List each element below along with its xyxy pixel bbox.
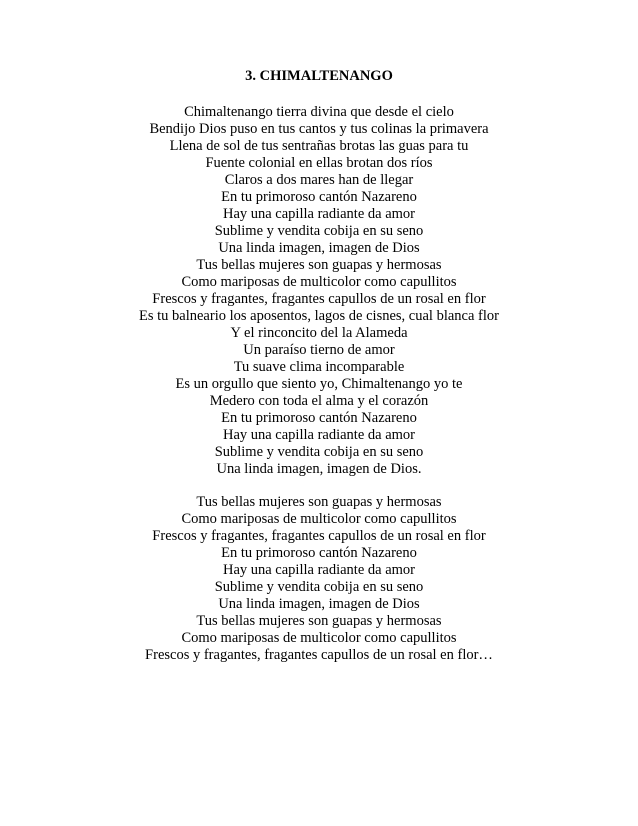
- poem-line: Hay una capilla radiante da amor: [222, 562, 416, 578]
- poem-line: Sublime y vendita cobija en su seno: [214, 223, 424, 239]
- poem-line: Frescos y fragantes, fragantes capullos de un rosal en flor…: [145, 647, 493, 663]
- poem-line: Como mariposas de multicolor como capullitos: [181, 630, 457, 646]
- poem-line: Tus bellas mujeres son guapas y hermosas: [196, 257, 442, 273]
- poem-line: Como mariposas de multicolor como capullitos: [181, 274, 457, 290]
- poem-line: Frescos y fragantes, fragantes capullos de un rosal en flor: [152, 291, 486, 307]
- poem-line: Hay una capilla radiante da amor: [222, 427, 416, 443]
- poem-line: Chimaltenango tierra divina que desde el cielo: [184, 104, 454, 120]
- poem-line: Tus bellas mujeres son guapas y hermosas: [196, 494, 442, 510]
- poem-line: Frescos y fragantes, fragantes capullos de un rosal en flor: [152, 528, 486, 544]
- page-title: 3. CHIMALTENANGO: [245, 68, 393, 84]
- poem-line: Una linda imagen, imagen de Dios.: [216, 461, 422, 477]
- poem-line: Es un orgullo que siento yo, Chimaltenango yo te: [175, 376, 463, 392]
- poem-line: Fuente colonial en ellas brotan dos ríos: [205, 155, 433, 171]
- poem-line: Una linda imagen, imagen de Dios: [218, 596, 420, 612]
- poem-line: Llena de sol de tus sentrañas brotas las guas para tu: [169, 138, 469, 154]
- stanza-2: [0, 494, 638, 664]
- poem-line: Una linda imagen, imagen de Dios: [218, 240, 420, 256]
- poem-line: Tus bellas mujeres son guapas y hermosas: [196, 613, 442, 629]
- stanza-1: [0, 104, 638, 478]
- poem-line: Bendijo Dios puso en tus cantos y tus colinas la primavera: [149, 121, 489, 137]
- poem-line: En tu primoroso cantón Nazareno: [221, 410, 417, 426]
- poem-line: Y el rinconcito del la Alameda: [230, 325, 408, 341]
- poem-line: Un paraíso tierno de amor: [243, 342, 395, 358]
- poem-line: Medero con toda el alma y el corazón: [209, 393, 429, 409]
- poem-line: Sublime y vendita cobija en su seno: [214, 444, 424, 460]
- poem-line: Como mariposas de multicolor como capullitos: [181, 511, 457, 527]
- poem-line: Hay una capilla radiante da amor: [222, 206, 416, 222]
- poem-line: Tu suave clima incomparable: [233, 359, 405, 375]
- poem-line: Claros a dos mares han de llegar: [224, 172, 414, 188]
- poem-line: Sublime y vendita cobija en su seno: [214, 579, 424, 595]
- poem-line: En tu primoroso cantón Nazareno: [221, 189, 417, 205]
- poem-line: En tu primoroso cantón Nazareno: [221, 545, 417, 561]
- poem-line: Es tu balneario los aposentos, lagos de cisnes, cual blanca flor: [139, 308, 499, 324]
